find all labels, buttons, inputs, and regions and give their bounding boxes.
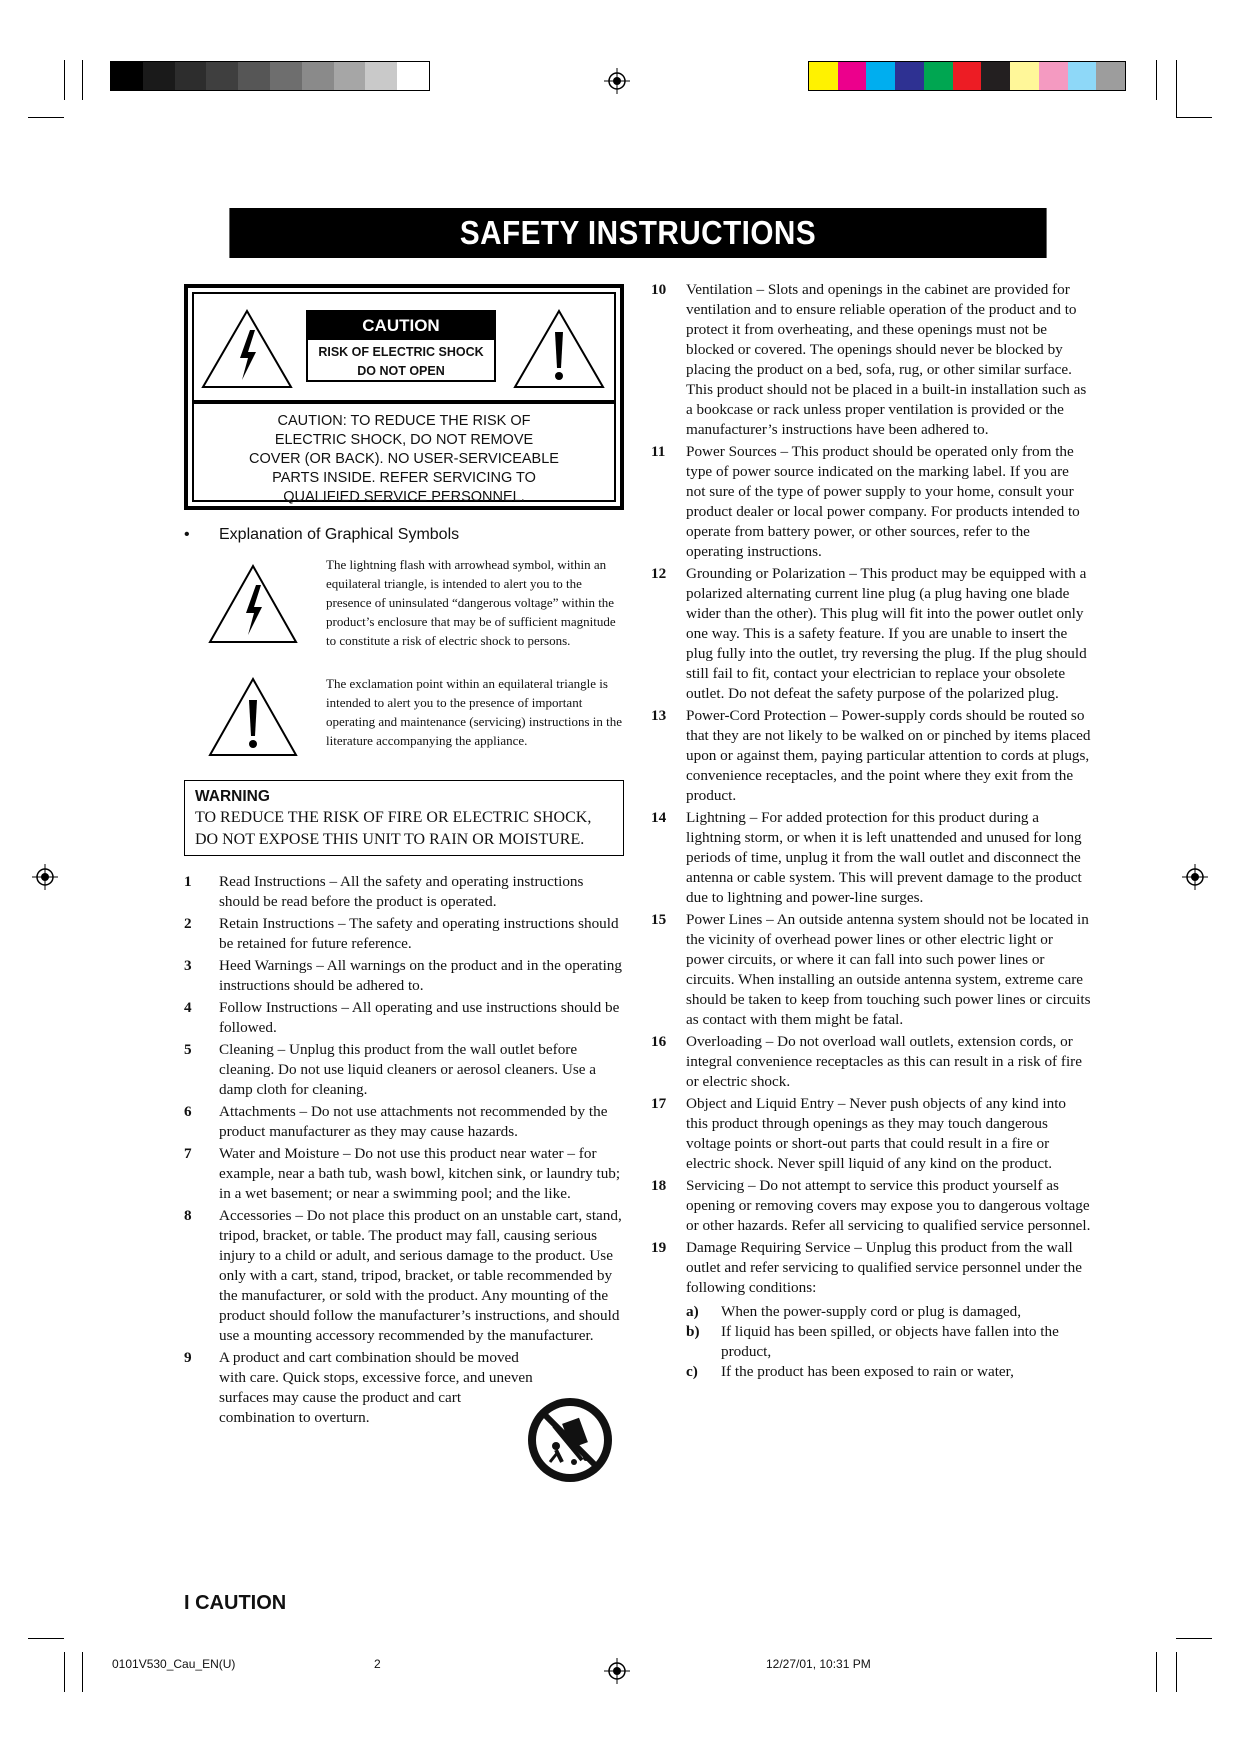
item-number: 12: [651, 565, 667, 582]
right-instruction-list: [651, 280, 1091, 1384]
color-swatch: [924, 62, 953, 90]
item-text: Servicing – Do not attempt to service this product yourself as opening or removing covers may expose you to dangerous voltage or other hazards. Refer all servicing to qualified service personnel.: [686, 1177, 1091, 1234]
bullet: •: [184, 526, 190, 543]
list-item: [184, 1102, 624, 1142]
registration-mark-icon: [604, 1658, 630, 1684]
list-item: [651, 1032, 1091, 1092]
item-number: 17: [651, 1095, 667, 1112]
color-swatch: [953, 62, 982, 90]
item-number: 7: [184, 1145, 192, 1162]
list-item: [184, 956, 624, 996]
color-swatch: [111, 62, 143, 90]
item-text: Read Instructions – All the safety and operating instructions should be read before the product is operated.: [219, 873, 584, 910]
sub-item-text: When the power-supply cord or plug is damaged,: [721, 1303, 1021, 1320]
color-swatch: [206, 62, 238, 90]
item-number: 15: [651, 911, 667, 928]
caution-text-line: ELECTRIC SHOCK, DO NOT REMOVE: [274, 432, 534, 448]
list-item: [184, 872, 624, 912]
caution-text-line: CAUTION: TO REDUCE THE RISK OF: [277, 413, 531, 429]
color-swatch: [365, 62, 397, 90]
caution-text-line: PARTS INSIDE. REFER SERVICING TO: [272, 470, 536, 486]
color-swatch: [175, 62, 207, 90]
list-item: [651, 910, 1091, 1030]
caution-label-line2: DO NOT OPEN: [357, 364, 445, 378]
list-item: [651, 280, 1091, 440]
color-swatch: [334, 62, 366, 90]
crop-mark: [1156, 1652, 1157, 1692]
item-number: 4: [184, 999, 192, 1016]
item-text: Accessories – Do not place this product on an unstable cart, stand, tripod, bracket, or table. The product may fall, causing serious injury to a child or adult, and serious damage to the product. Use only with a cart, stand, tripod, bracket, or table recommended by the manufacturer, or sold with the product. Any mounting of the product should follow the manufacturer’s instructions, and should use a mounting accessory recommended by the manufacturer.: [219, 1207, 622, 1344]
crop-mark: [28, 117, 64, 118]
item-text: Cleaning – Unplug this product from the wall outlet before cleaning. Do not use liquid cleaners or aerosol cleaners. Use a damp cloth for cleaning.: [219, 1041, 597, 1098]
item-number: 11: [651, 443, 666, 460]
color-swatch: [1068, 62, 1097, 90]
color-swatch: [397, 62, 429, 90]
slug-filename: 0101V530_Cau_EN(U): [112, 1657, 236, 1671]
item-number: 6: [184, 1103, 192, 1120]
color-swatch: [895, 62, 924, 90]
item-number: 16: [651, 1033, 667, 1050]
sub-item-letter: a): [686, 1303, 699, 1320]
crop-mark: [82, 1652, 83, 1692]
item-text: Water and Moisture – Do not use this product near water – for example, near a bath tub, wash bowl, kitchen sink, or laundry tub; in a wet basement; or near a swimming pool; and the like.: [219, 1145, 621, 1202]
item-number: 9: [184, 1349, 192, 1366]
sub-list-item: [686, 1322, 1091, 1362]
crop-mark: [82, 60, 83, 100]
item-number: 1: [184, 873, 192, 890]
color-swatch: [238, 62, 270, 90]
item-number: 3: [184, 957, 192, 974]
color-swatch: [302, 62, 334, 90]
color-swatch: [143, 62, 175, 90]
caution-label-line1: RISK OF ELECTRIC SHOCK: [318, 345, 484, 359]
item-text: Heed Warnings – All warnings on the product and in the operating instructions should be adhered to.: [219, 957, 622, 994]
lightning-symbol-text: The lightning flash with arrowhead symbol, within an equilateral triangle, is intended to alert you to the presence of uninsulated “dangerous voltage” within the product’s enclosure that may be of sufficient magnitude to constitute a risk of electric shock to persons.: [326, 557, 616, 648]
list-item: [651, 442, 1091, 562]
item-text: Damage Requiring Service – Unplug this product from the wall outlet and refer servicing to qualified service personnel under the following conditions:: [686, 1239, 1082, 1296]
list-item: [184, 1040, 624, 1100]
crop-mark: [1176, 1652, 1177, 1692]
item-number: 19: [651, 1239, 667, 1256]
registration-mark-icon: [32, 864, 58, 890]
caution-label: [306, 310, 496, 382]
caution-box-text: [194, 412, 614, 507]
sub-item-text: If liquid has been spilled, or objects have fallen into the product,: [721, 1323, 1059, 1360]
item-text: A product and cart combination should be moved with care. Quick stops, excessive force, and uneven surfaces may cause the product and cart combination to overturn.: [219, 1349, 533, 1426]
list-item: [184, 1144, 624, 1204]
item-text: Power-Cord Protection – Power-supply cords should be routed so that they are not likely to be walked on or pinched by items placed upon or against them, paying particular attention to cords at plugs, convenience receptacles, and the point where they exit from the product.: [686, 707, 1091, 804]
slug-page-number: 2: [374, 1657, 381, 1671]
warning-line: TO REDUCE THE RISK OF FIRE OR ELECTRIC SHOCK,: [195, 809, 592, 826]
gray-calibration-bar: [110, 61, 430, 91]
item-text: Ventilation – Slots and openings in the cabinet are provided for ventilation and to ensure reliable operation of the product and to protect it from overheating, and these openings must not be blocked or covered. The openings should never be blocked by placing the product on a bed, sofa, rug, or other similar surface. This product should not be placed in a built-in installation such as a bookcase or rack unless proper ventilation is provided or the manufacturer’s instructions have been adhered to.: [686, 281, 1087, 438]
warning-box: [184, 780, 624, 856]
crop-mark: [28, 1638, 64, 1639]
sub-item-letter: b): [686, 1323, 700, 1340]
item-number: 18: [651, 1177, 667, 1194]
item-text: Retain Instructions – The safety and operating instructions should be retained for future reference.: [219, 915, 619, 952]
exclamation-warning-icon: [512, 308, 606, 390]
item-text: Attachments – Do not use attachments not recommended by the product manufacturer as they may cause hazards.: [219, 1103, 608, 1140]
caution-label-head: CAUTION: [308, 312, 494, 340]
item-number: 10: [651, 281, 667, 298]
caution-box: [184, 284, 624, 510]
registration-mark-icon: [604, 68, 630, 94]
warning-heading: WARNING: [195, 788, 270, 805]
caution-box-divider: [194, 400, 614, 404]
exclamation-symbol-text: The exclamation point within an equilateral triangle is intended to alert you to the presence of important operating and maintenance (servicing) instructions in the literature accompanying the appliance.: [326, 676, 623, 748]
list-item: [184, 1206, 624, 1346]
item-text: Lightning – For added protection for this product during a lightning storm, or when it is left unattended and unused for long periods of time, unplug it from the wall outlet and disconnect the antenna or cable system. This will prevent damage to the product due to lightning and power-line surges.: [686, 809, 1082, 906]
page-title: SAFETY INSTRUCTIONS: [229, 208, 1046, 258]
list-item: [184, 998, 624, 1038]
list-item: [651, 1094, 1091, 1174]
list-item: [651, 706, 1091, 806]
item-text: Follow Instructions – All operating and use instructions should be followed.: [219, 999, 620, 1036]
crop-mark: [64, 60, 65, 100]
crop-mark: [1176, 1638, 1212, 1639]
color-swatch: [270, 62, 302, 90]
sub-item-letter: c): [686, 1363, 698, 1380]
caution-box-inner: [192, 292, 616, 505]
color-swatch: [809, 62, 838, 90]
list-item: [651, 1176, 1091, 1236]
lightning-warning-icon: [200, 308, 294, 390]
exclamation-symbol-icon: [207, 676, 299, 758]
symbols-heading-text: Explanation of Graphical Symbols: [219, 526, 460, 543]
sub-list-item: [686, 1302, 1091, 1322]
item-text: Power Lines – An outside antenna system should not be located in the vicinity of overhead power lines or other electric light or power circuits, or where it can fall into such power lines or circuits. When installing an outside antenna system, extreme care should be taken to keep from touching such power lines or circuits as contact with them might be fatal.: [686, 911, 1091, 1028]
item-number: 5: [184, 1041, 192, 1058]
crop-mark: [1156, 60, 1157, 100]
crop-mark: [64, 1652, 65, 1692]
list-item: [184, 914, 624, 954]
lightning-symbol-icon: [207, 563, 299, 645]
item-text: Power Sources – This product should be operated only from the type of power source indicated on the marking label. If you are not sure of the type of power supply to your home, consult your product dealer or local power company. For products intended to operate from battery power, or other sources, refer to the operating instructions.: [686, 443, 1080, 560]
list-item: [651, 564, 1091, 704]
crop-mark: [1176, 60, 1177, 118]
sub-item-text: If the product has been exposed to rain or water,: [721, 1363, 1014, 1380]
color-swatch: [981, 62, 1010, 90]
color-calibration-bar: [808, 61, 1126, 91]
item-number: 14: [651, 809, 667, 826]
color-swatch: [1039, 62, 1068, 90]
item-number: 8: [184, 1207, 192, 1224]
item-text: Grounding or Polarization – This product may be equipped with a polarized alternating current line plug (a plug having one blade wider than the other). This plug will fit into the power outlet only one way. This is a safety feature. If you are unable to insert the plug fully into the outlet, try reversing the plug. If the plug should still fail to fit, contact your electrician to replace your obsolete outlet. Do not defeat the safety purpose of the polarized plug.: [686, 565, 1087, 702]
color-swatch: [866, 62, 895, 90]
list-item: [184, 1348, 539, 1428]
color-swatch: [1096, 62, 1125, 90]
caution-text-line: COVER (OR BACK). NO USER-SERVICEABLE: [249, 451, 559, 467]
sub-list-item: [686, 1362, 1091, 1382]
list-item: [651, 1238, 1091, 1382]
caution-text-line: QUALIFIED SERVICE PERSONNEL.: [283, 489, 525, 505]
list-item: [651, 808, 1091, 908]
registration-mark-icon: [1182, 864, 1208, 890]
item-text: Object and Liquid Entry – Never push objects of any kind into this product through openings as they may touch dangerous voltage points or short-out parts that could result in a fire or electric shock. Never spill liquid of any kind on the product.: [686, 1095, 1067, 1172]
color-swatch: [1010, 62, 1039, 90]
crop-mark: [1176, 117, 1212, 118]
slug-timestamp: 12/27/01, 10:31 PM: [766, 1657, 871, 1671]
item-text: Overloading – Do not overload wall outlets, extension cords, or integral convenience receptacles as this can result in a risk of fire or electric shock.: [686, 1033, 1082, 1090]
cart-tip-over-warning-icon: [526, 1396, 614, 1484]
left-instruction-list: [184, 872, 624, 1430]
color-swatch: [838, 62, 867, 90]
item-number: 13: [651, 707, 667, 724]
section-footer-label: I CAUTION: [184, 1592, 287, 1614]
warning-line: DO NOT EXPOSE THIS UNIT TO RAIN OR MOISTURE.: [195, 831, 585, 848]
item-number: 2: [184, 915, 192, 932]
